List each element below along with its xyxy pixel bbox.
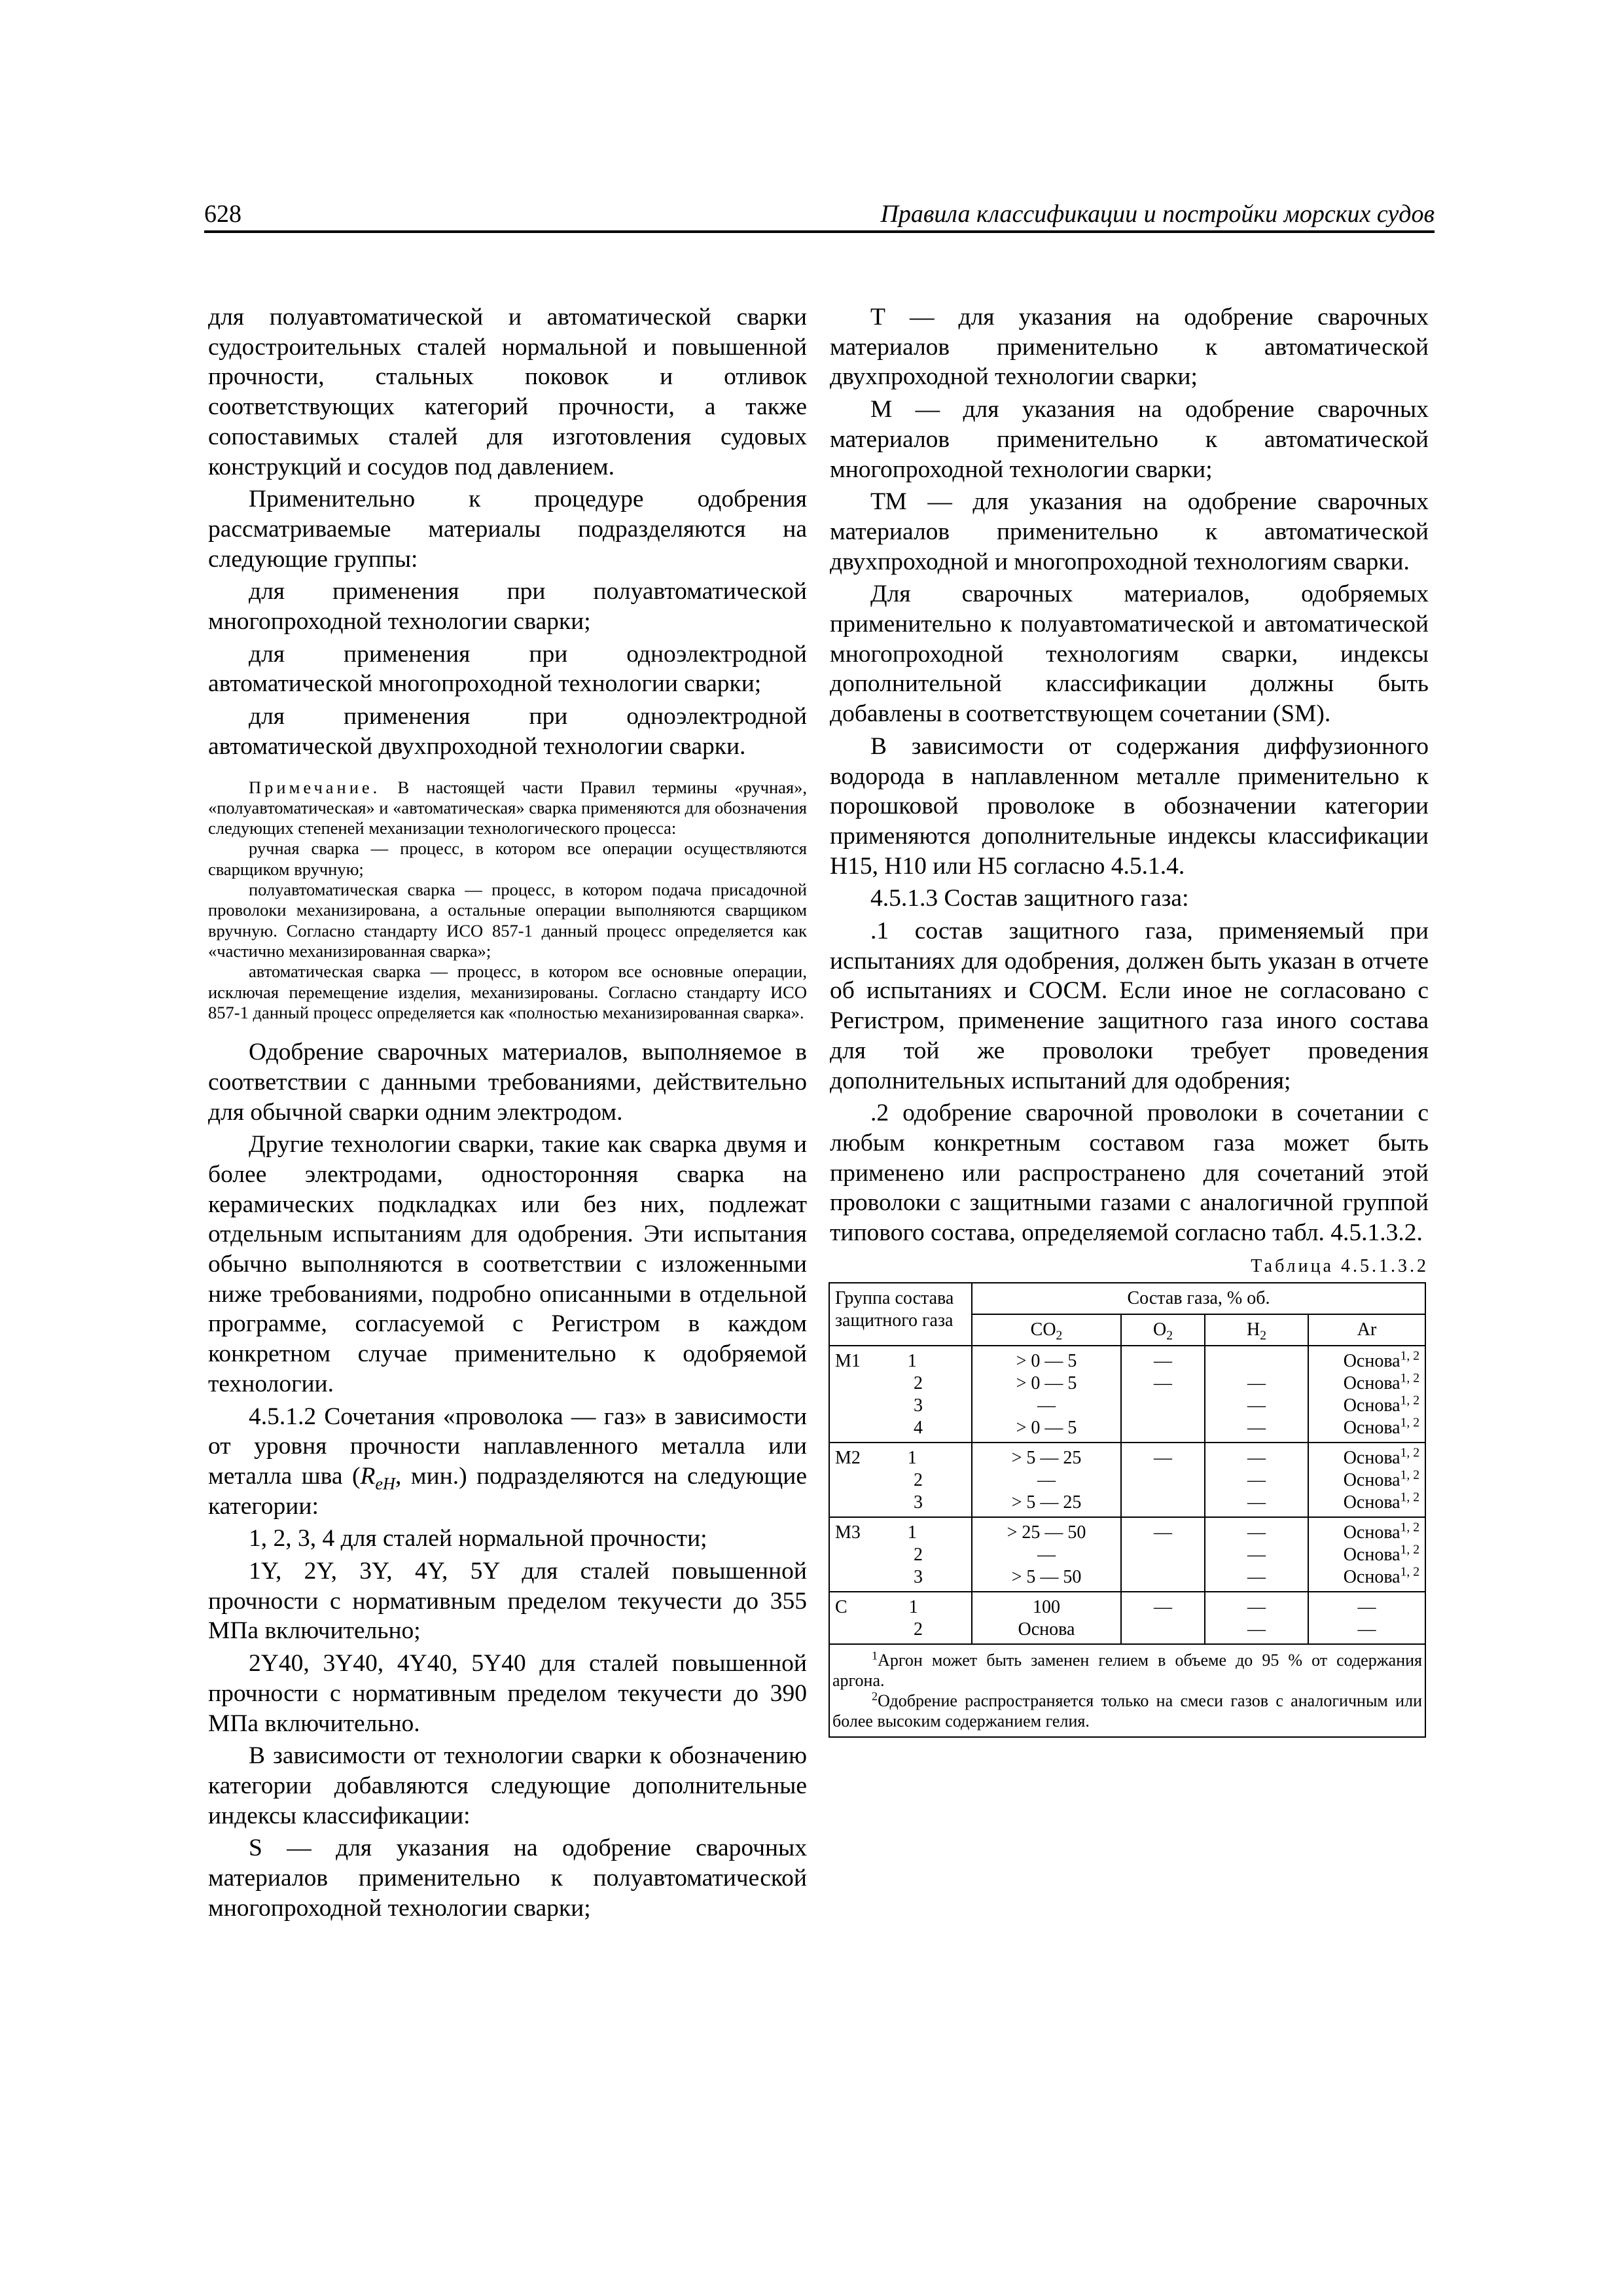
running-title: Правила классификации и постройки морских судов: [880, 200, 1435, 228]
paragraph: Т — для указания на одобрение сварочных материалов применительно к автоматической двухпроходной технологии сварки;: [830, 304, 1429, 391]
paragraph: Для сварочных материалов, одобряемых применительно к полуавтоматической и автоматической многопроходной технологиям сварки, индексы дополнительной классификации должны быть добавлены в соответствующем сочетании (SM).: [830, 581, 1429, 728]
note-paragraph: автоматическая сварка — процесс, в котором все основные операции, исключая перемещение изделия, механизированы. Согласно стандарту ИСО 857-1 данный процесс определяется как «полностью механизированная сварка».: [208, 961, 807, 1022]
table-row: C 1 2 100 Основа — — — — —: [829, 1592, 1425, 1644]
paragraph: Применительно к процедуре одобрения рассматриваемые материалы подразделяются на следующие группы:: [208, 486, 807, 573]
paragraph: для полуавтоматической и автоматической сварки судостроительных сталей нормальной и повышенной прочности, стальных поковок и отливок соответствующих категорий прочности, а также сопоставимых сталей для изготовления судовых конструкций и сосудов под давлением.: [208, 304, 807, 480]
section-number: 4.5.1.3: [870, 885, 938, 912]
group-name: M1: [835, 1350, 861, 1371]
paragraph: .1 состав защитного газа, применяемый при испытаниях для одобрения, должен быть указан в отчете об испытаниях и СОСМ. Если иное не согласовано с Регистром, применение защитного газа иного состава для той же проволоки требует проведения дополнительных испытаний для одобрения;: [830, 918, 1429, 1094]
note-block: [208, 778, 807, 1024]
header-group: Группа состава защитного газа: [829, 1283, 972, 1346]
paragraph: 2Y40, 3Y40, 4Y40, 5Y40 для сталей повышенной прочности с нормативным пределом текучести до 390 МПа включительно.: [208, 1650, 807, 1737]
table-row: M3 1 2 3 > 25 — 50 — > 5 — 50 — — — — Основа$^{1, 2}$ Основа$^{1, 2}$ Основа$^{1, 2}$: [829, 1517, 1425, 1592]
note-paragraph: полуавтоматическая сварка — процесс, в котором подача присадочной проволоки механизирована, а остальные операции выполняются сварщиком вручную. Согласно стандарту ИСО 857-1 данный процесс определяется как «частично механизированная сварка»;: [208, 880, 807, 961]
section-number: 4.5.1.2: [249, 1403, 317, 1430]
group-name: C: [835, 1596, 847, 1617]
footnote-2: $^2$Одобрение распространяется только на смеси газов с аналогичным или более высоким содержанием гелия.: [832, 1689, 1422, 1731]
paragraph: S — для указания на одобрение сварочных материалов применительно к полуавтоматической многопроходной технологии сварки;: [208, 1835, 807, 1922]
header-ar: Ar: [1308, 1314, 1425, 1346]
paragraph: 1, 2, 3, 4 для сталей нормальной прочности;: [249, 1525, 707, 1552]
header-o2: $O_2$: [1121, 1314, 1205, 1346]
gas-composition-table: [829, 1282, 1426, 1738]
paragraph-4513: 4.5.1.3 Состав защитного газа:: [870, 885, 1189, 912]
group-name: M3: [835, 1522, 861, 1543]
note-paragraph: ручная сварка — процесс, в котором все операции осуществляются сварщиком вручную;: [208, 838, 807, 879]
paragraph: В зависимости от технологии сварки к обозначению категории добавляются следующие дополнительные индексы классификации:: [208, 1742, 807, 1829]
paragraph: М — для указания на одобрение сварочных материалов применительно к автоматической многопроходной технологии сварки;: [830, 396, 1429, 483]
paragraph: В зависимости от содержания диффузионного водорода в наплавленном металле применительно к порошковой проволоке в обозначении категории применяются дополнительные индексы классификации H15, H10 или H5 согласно 4.5.1.4.: [830, 732, 1429, 880]
table-title: Таблица 4.5.1.3.2: [1251, 1255, 1429, 1276]
note-paragraph: Примечание. В настоящей части Правил термины «ручная», «полуавтоматическая» и «автоматическая» сварка применяются для обозначения следующих степеней механизации технологического процесса:: [208, 777, 807, 838]
header-composition: Состав газа, % об.: [972, 1283, 1425, 1314]
paragraph-4512: 4.5.1.2 Сочетания «проволока — газ» в зависимости от уровня прочности наплавленного металла или металла шва ($R_{eH}$, мин.) подразделяются на следующие категории:: [208, 1403, 807, 1520]
paragraph: для применения при одноэлектродной автоматической многопроходной технологии сварки;: [208, 640, 807, 698]
header-h2: $H_2$: [1205, 1314, 1308, 1346]
table-row: M2 1 2 3 > 5 — 25 — > 5 — 25 — — — — Основа$^{1, 2}$ Основа$^{1, 2}$ Основа$^{1, 2}$: [829, 1443, 1425, 1517]
page-header: [204, 200, 1435, 232]
paragraph: Одобрение сварочных материалов, выполняемое в соответствии с данными требованиями, действительно для обычной сварки одним электродом.: [208, 1039, 807, 1126]
header-co2: $CO_2$: [972, 1314, 1121, 1346]
table-row: M1 1 2 3 4 > 0 — 5 > 0 — 5 — > 0 — 5 — — — — — Основа$^{1, 2}$ Основа$^{1, 2}$ Основа$^{1, 2}$ Основа$^{1, 2}$: [829, 1346, 1425, 1443]
right-column: [830, 302, 1429, 1738]
footnote-1: $^1$Аргон может быть заменен гелием в объеме до 95 % от содержания аргона.: [832, 1649, 1422, 1690]
paragraph: для применения при одноэлектродной автоматической двухпроходной технологии сварки.: [208, 703, 807, 760]
note-label: Примечание.: [249, 777, 381, 797]
page-number: 628: [204, 200, 241, 228]
paragraph: Другие технологии сварки, такие как сварка двумя и более электродами, односторонняя сварка на керамических подкладках или без них, подлежат отдельным испытаниям для одобрения. Эти испытания обычно выполняются в соответствии с изложенными ниже требованиями, подробно описанными в отдельной программе, согласуемой с Регистром в каждом конкретном случае применительно к одобряемой технологии.: [208, 1131, 807, 1397]
table-footnotes: [829, 1644, 1425, 1737]
paragraph: для применения при полуавтоматической многопроходной технологии сварки;: [208, 578, 807, 636]
paragraph: .2 одобрение сварочной проволоки в сочетании с любым конкретным составом газа может быть применено или распространено для сочетаний этой проволоки с защитными газами с аналогичной группой типового состава, определяемой согласно табл. 4.5.1.3.2.: [830, 1100, 1429, 1247]
left-column: [208, 302, 807, 1924]
paragraph: ТМ — для указания на одобрение сварочных материалов применительно к автоматической двухпроходной и многопроходной технологиям сварки.: [830, 488, 1429, 575]
header-rule: [204, 230, 1435, 233]
paragraph: 1Y, 2Y, 3Y, 4Y, 5Y для сталей повышенной прочности с нормативным пределом текучести до 355 МПа включительно;: [208, 1558, 807, 1645]
group-name: M2: [835, 1447, 861, 1468]
